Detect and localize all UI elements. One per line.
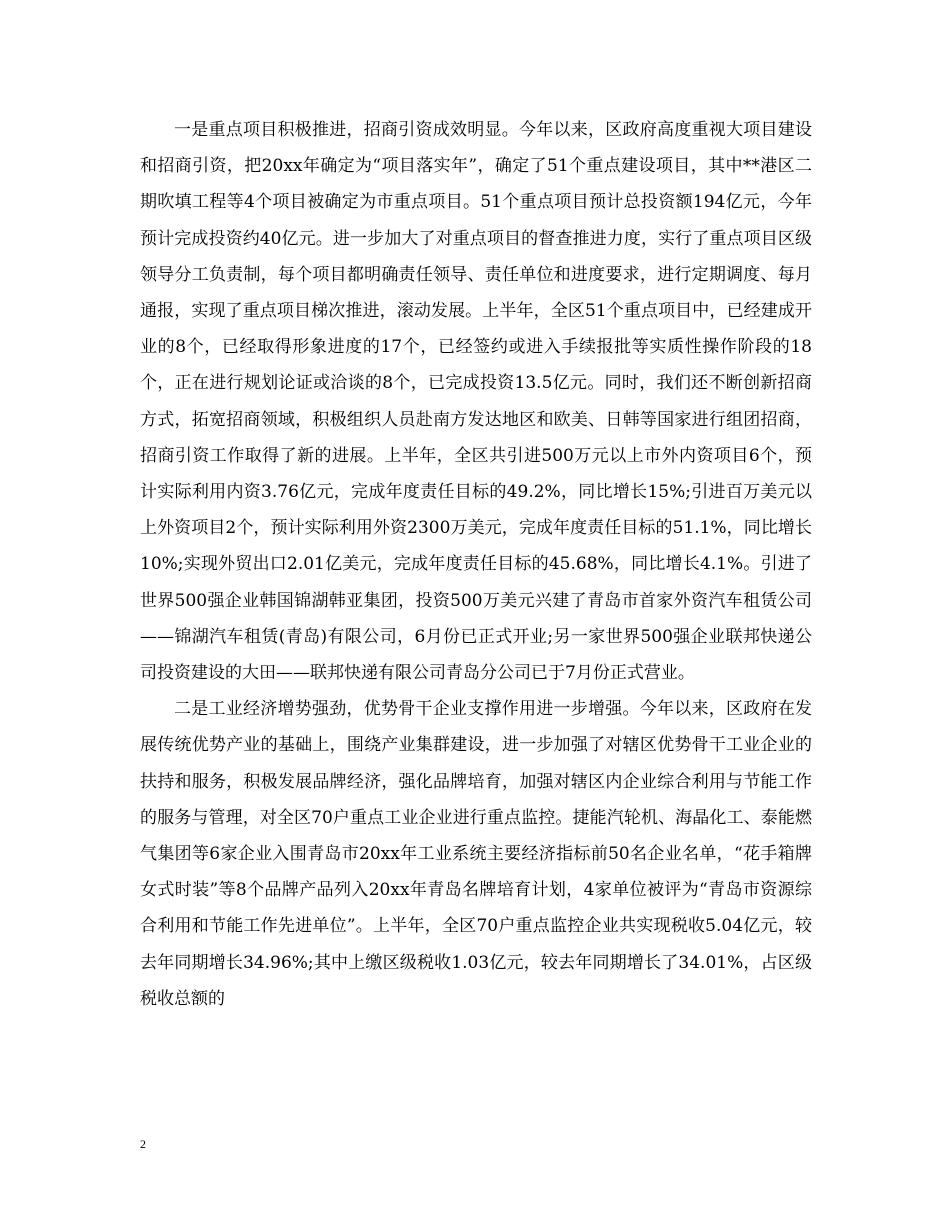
paragraph-key-projects: 一是重点项目积极推进，招商引资成效明显。今年以来，区政府高度重视大项目建设和招商引资，把20xx年确定为“项目落实年”，确定了51个重点建设项目，其中**港区二期吹填工程等4个项目被确定为市重点项目。51个重点项目预计总投资额194亿元，今年预计完成投资约40亿元。进一步加大了对重点项目的督查推进力度，实行了重点项目区级领导分工负责制，每个项目都明确责任领导、责任单位和进度要求，进行定期调度、每月通报，实现了重点项目梯次推进，滚动发展。上半年，全区51个重点项目中，已经建成开业的8个，已经取得形象进度的17个，已经签约或进入手续报批等实质性操作阶段的18个，正在进行规划论证或洽谈的8个，已完成投资13.5亿元。同时，我们还不断创新招商方式，拓宽招商领域，积极组织人员赴南方发达地区和欧美、日韩等国家进行组团招商，招商引资工作取得了新的进展。上半年，全区共引进500万元以上市外内资项目6个，预计实际利用内资3.76亿元，完成年度责任目标的49.2%，同比增长15%;引进百万美元以上外资项目2个，预计实际利用外资2300万美元，完成年度责任目标的51.1%，同比增长10%;实现外贸出口2.01亿美元，完成年度责任目标的45.68%，同比增长4.1%。引进了世界500强企业韩国锦湖韩亚集团，投资500万美元兴建了青岛市首家外资汽车租赁公司——锦湖汽车租赁(青岛)有限公司，6月份已正式开业;另一家世界500强企业联邦快递公司投资建设的大田——联邦快递有限公司青岛分公司已于7月份正式营业。 — [140, 120, 812, 684]
paragraph-industrial-economy: 二是工业经济增势强劲，优势骨干企业支撑作用进一步增强。今年以来，区政府在发展传统优势产业的基础上，围绕产业集群建设，进一步加强了对辖区优势骨干工业企业的扶持和服务，积极发展品牌经济，强化品牌培育，加强对辖区内企业综合利用与节能工作的服务与管理，对全区70户重点工业企业进行重点监控。捷能汽轮机、海晶化工、泰能燃气集团等6家企业入围青岛市20xx年工业系统主要经济指标前50名企业名单，“花手箱牌女式时装”等8个品牌产品列入20xx年青岛名牌培育计划，4家单位被评为“青岛市资源综合利用和节能工作先进单位”。上半年，全区70户重点监控企业共实现税收5.04亿元，较去年同期增长34.96%;其中上缴区级税收1.03亿元，较去年同期增长了34.01%，占区级税收总额的 — [140, 699, 812, 1009]
document-body — [140, 112, 812, 1017]
page-number: 2 — [140, 1137, 146, 1151]
